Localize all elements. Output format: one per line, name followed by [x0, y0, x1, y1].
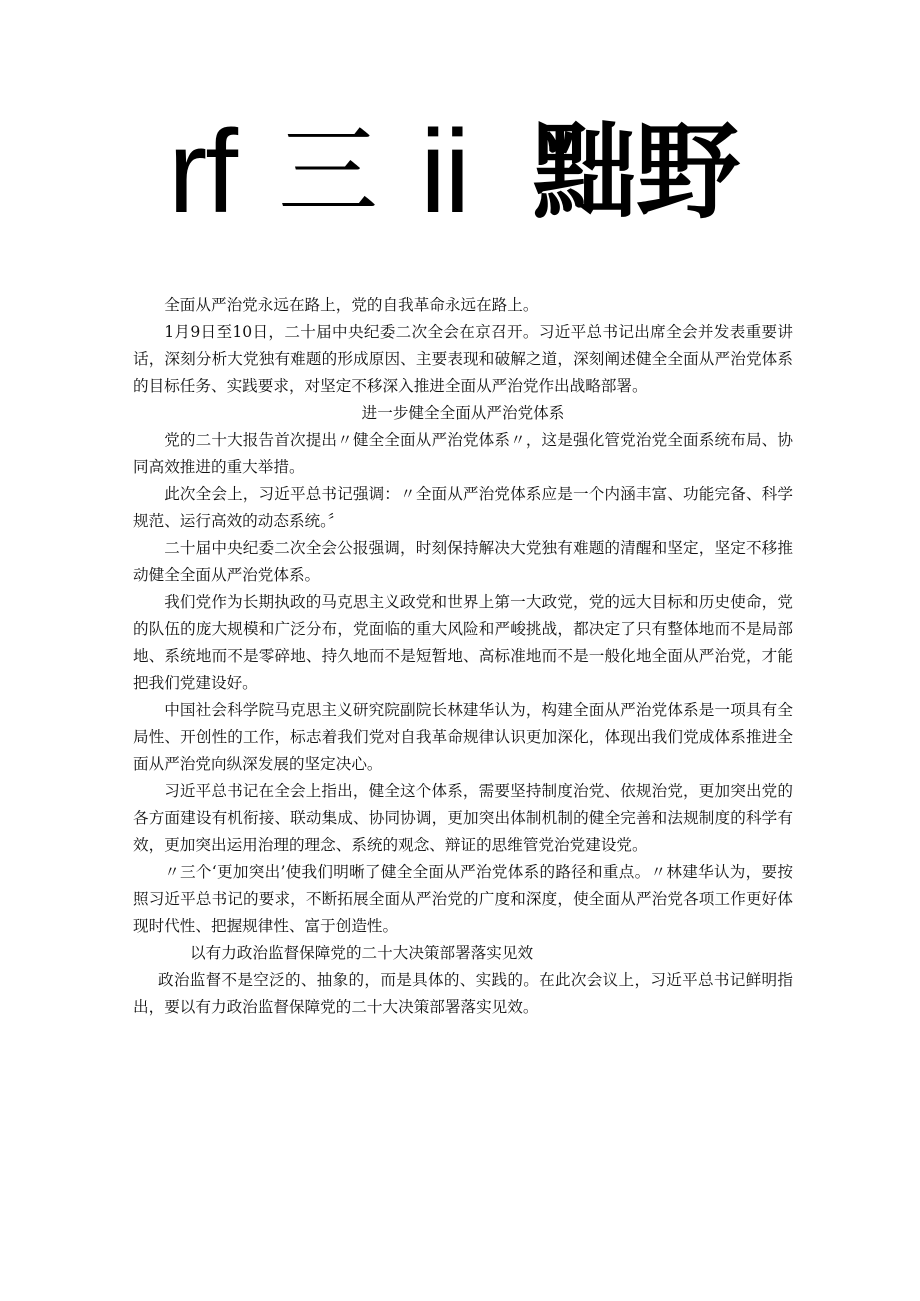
- body-paragraph: 此次全会上，习近平总书记强调：〃全面从严治党体系应是一个内涵丰富、功能完备、科学规范、运行高效的动态系统。〞: [133, 485, 793, 530]
- body-paragraph: 二十届中央纪委二次全会公报强调，时刻保持解决大党独有难题的清醒和坚定，坚定不移推动健全全面从严治党体系。: [133, 539, 793, 584]
- body-paragraph: 中国社会科学院马克思主义研究院副院长林建华认为，构建全面从严治党体系是一项具有全局性、开创性的工作，标志着我们党对自我革命规律认识更加深化，体现出我们党成体系推进全面从严治党向纵深发展的坚定决心。: [133, 701, 793, 773]
- masthead-part-1: rf: [168, 106, 237, 238]
- masthead-part-4: 黜野: [532, 110, 741, 233]
- body-paragraph: 习近平总书记在全会上指出，健全这个体系，需要坚持制度治党、依规治党，更加突出党的各方面建设有机衔接、联动集成、协同协调，更加突出体制机制的健全完善和法规制度的科学有效，更加突出运用治理的理念、系统的观念、辩证的思维管党治党建设党。: [133, 782, 793, 854]
- intro-paragraph: 1月9日至10日，二十届中央纪委二次全会在京召开。习近平总书记出席全会并发表重要讲话，深刻分析大党独有难题的形成原因、主要表现和破解之道，深刻阐述健全全面从严治党体系的目标任务、实践要求，对坚定不移深入推进全面从严治党作出战略部署。: [133, 323, 793, 395]
- masthead-title: [160, 106, 780, 238]
- body-paragraph: 我们党作为长期执政的马克思主义政党和世界上第一大政党，党的远大目标和历史使命，党的队伍的庞大规模和广泛分布，党面临的重大风险和严峻挑战，都决定了只有整体地而不是局部地、系统地而不是零碎地、持久地而不是短暂地、高标准地而不是一般化地全面从严治党，才能把我们党建设好。: [133, 593, 793, 692]
- section-heading: 进一步健全全面从严治党体系: [361, 404, 565, 422]
- body-paragraph: 〃三个‘更加突出’使我们明晰了健全全面从严治党体系的路径和重点。〃林建华认为，要按照习近平总书记的要求，不断拓展全面从严治党的广度和深度，使全面从严治党各项工作更好体现时代性、把握规律性、富于创造性。: [133, 863, 793, 935]
- masthead-part-3: ii: [420, 106, 469, 238]
- body-paragraph: 党的二十大报告首次提出〃健全全面从严治党体系〃，这是强化管党治党全面系统布局、协同高效推进的重大举措。: [133, 431, 793, 476]
- body-paragraph: 政治监督不是空泛的、抽象的，而是具体的、实践的。在此次会议上，习近平总书记鲜明指出，要以有力政治监督保障党的二十大决策部署落实见效。: [133, 971, 793, 1016]
- section-heading: 以有力政治监督保障党的二十大决策部署落实见效: [190, 944, 534, 962]
- masthead-part-2: 三: [278, 113, 378, 230]
- article-body: [133, 292, 793, 1021]
- lead-paragraph: 全面从严治党永远在路上，党的自我革命永远在路上。: [164, 296, 539, 314]
